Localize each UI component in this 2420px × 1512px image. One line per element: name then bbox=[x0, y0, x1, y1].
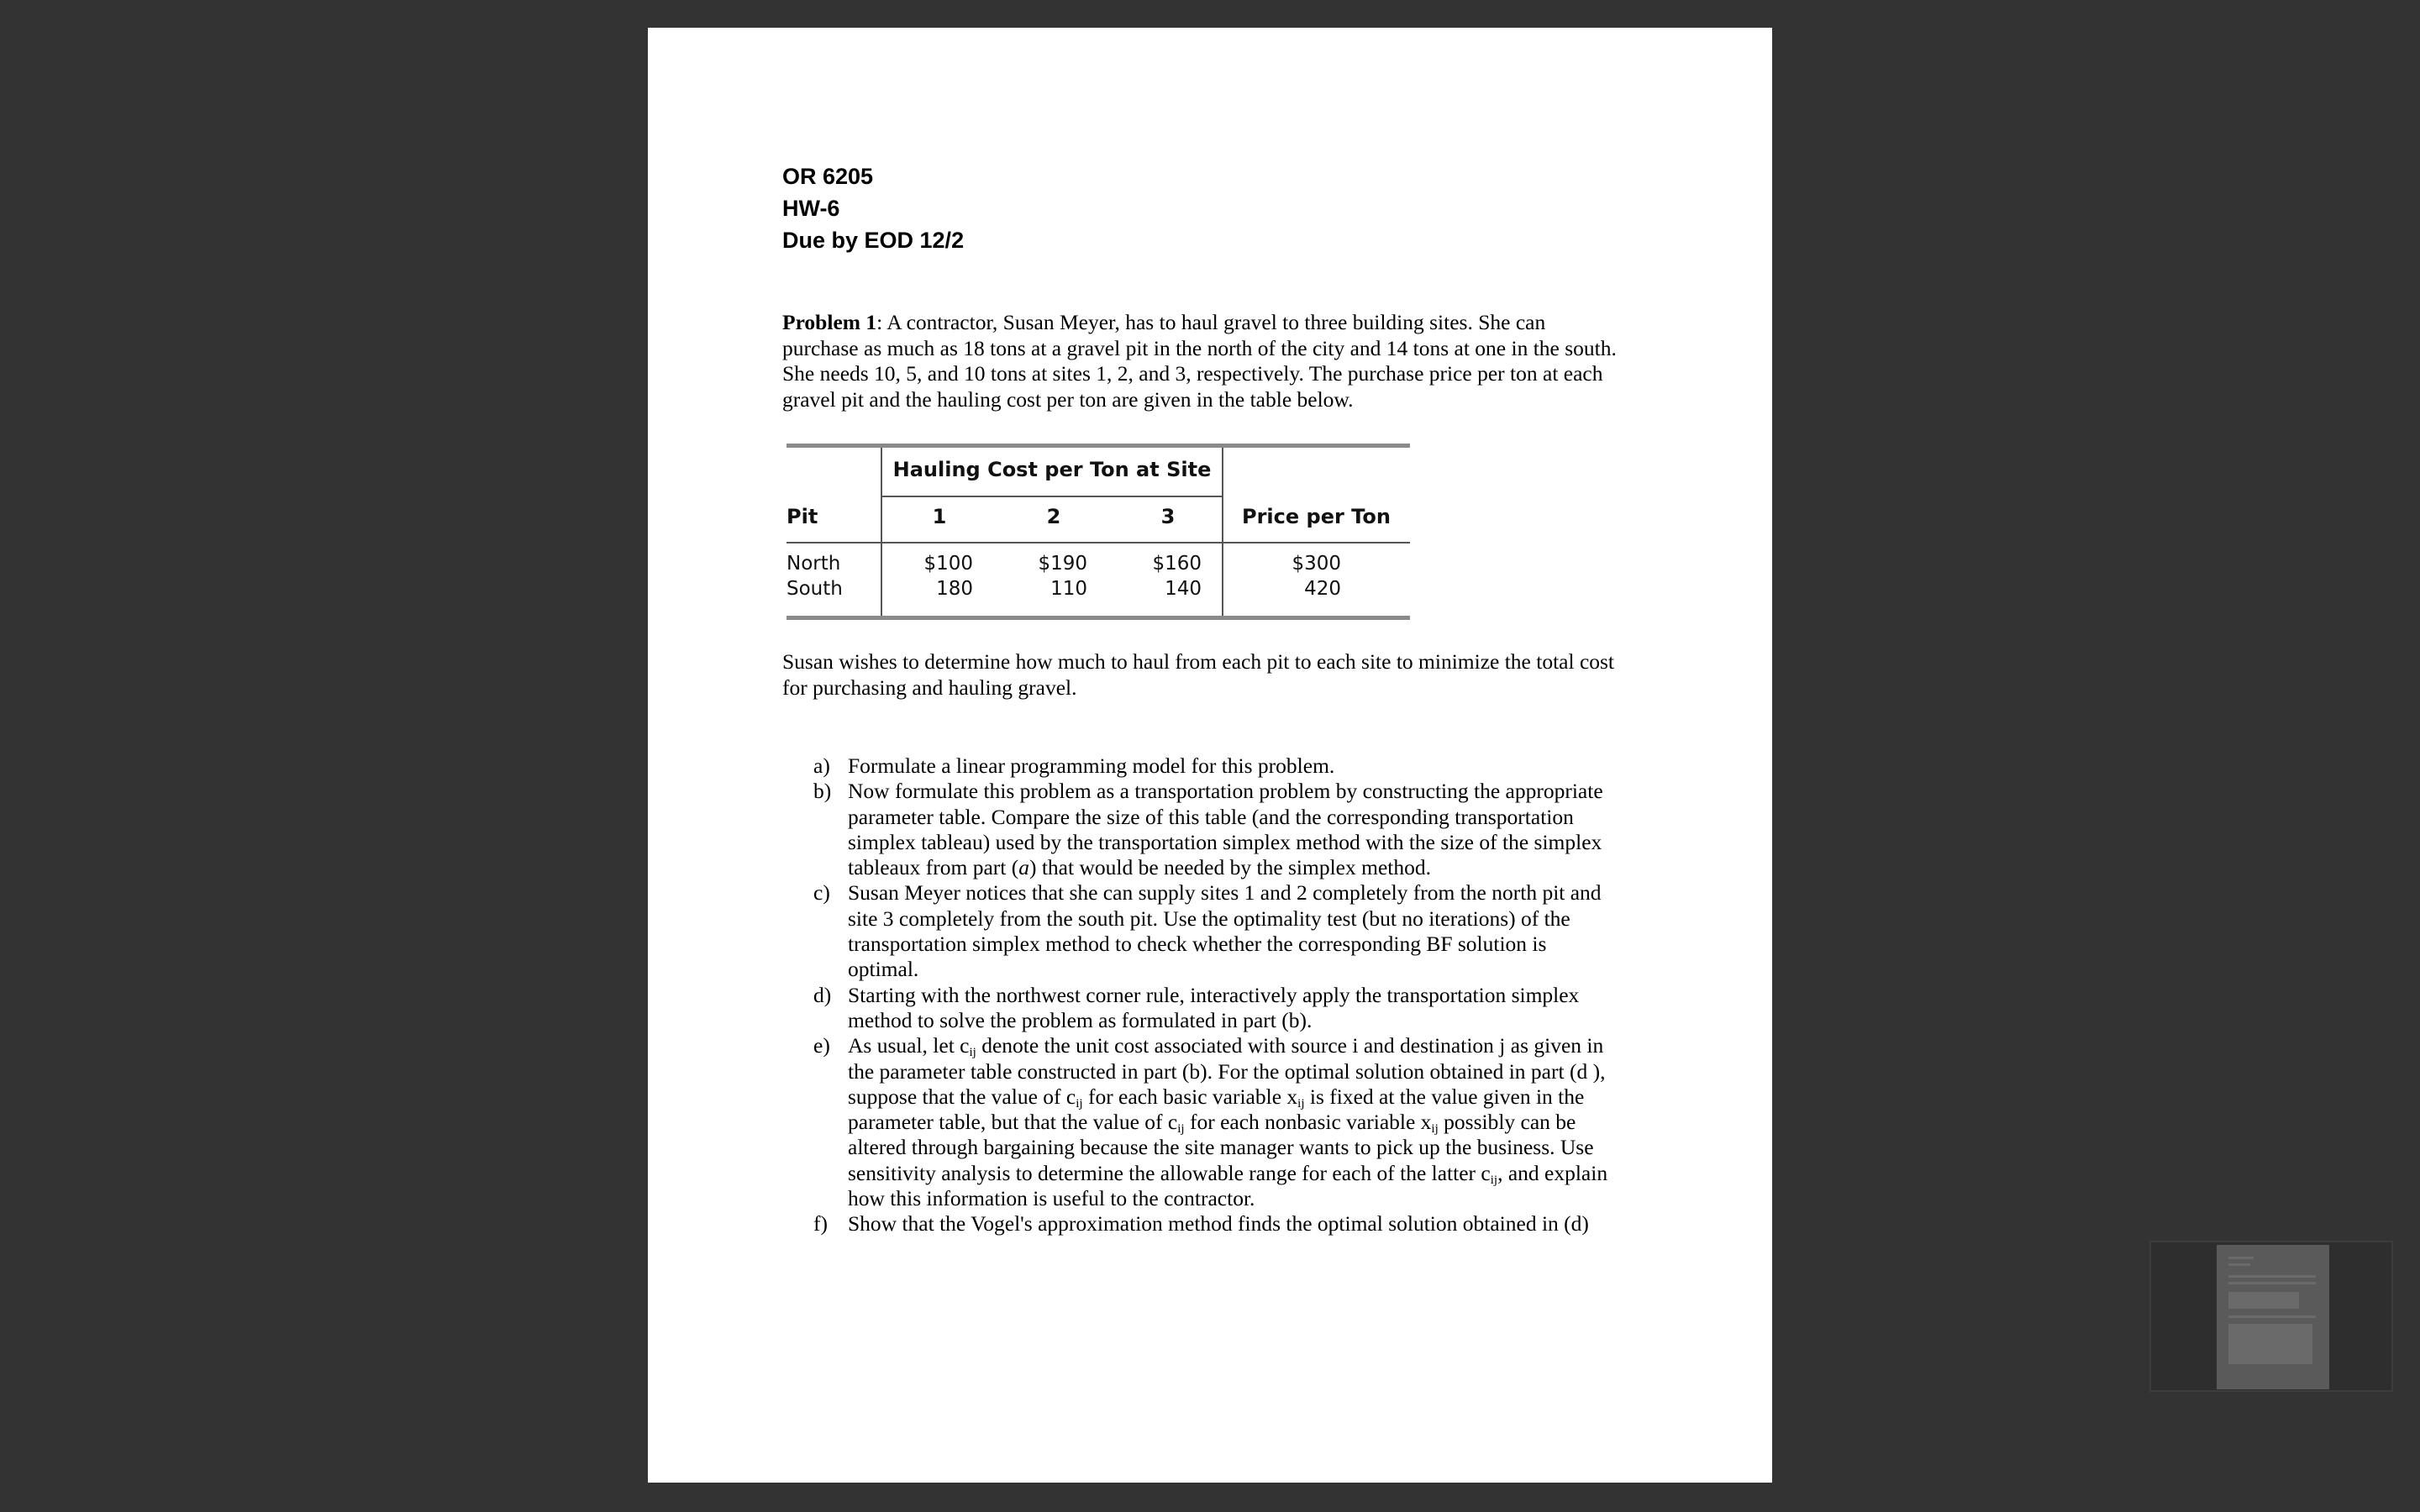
question-line: transportation simplex method to check whether the corresponding BF solution is bbox=[848, 932, 1547, 957]
question-line: Susan Meyer notices that she can supply sites 1 and 2 completely from the north pit and bbox=[848, 880, 1602, 906]
cost-cell: $160 bbox=[1152, 553, 1202, 575]
cost-cell: 110 bbox=[1050, 578, 1087, 600]
question-letter: e) bbox=[813, 1033, 830, 1058]
thumbnail-text-line bbox=[2228, 1315, 2316, 1318]
question-line: Formulate a linear programming model for this problem. bbox=[848, 753, 1335, 778]
question-line: As usual, let $c_{ij}$ denote the unit cost associated with source i and destination j as given in bbox=[848, 1033, 1604, 1060]
question-line: Show that the Vogel's approximation method finds the optimal solution obtained in (d) bbox=[848, 1211, 1589, 1236]
question-line: method to solve the problem as formulated in part (b). bbox=[848, 1007, 1313, 1032]
problem-label: Problem 1 bbox=[782, 310, 877, 334]
goal-line: Susan wishes to determine how much to haul from each pit to each site to minimize the total cost bbox=[782, 649, 1615, 674]
question-line: tableaux from part (a) that would be needed by the simplex method. bbox=[848, 855, 1431, 880]
site-3-header: 3 bbox=[1160, 505, 1176, 528]
thumbnail-table bbox=[2228, 1292, 2299, 1309]
question-item bbox=[813, 753, 1654, 779]
thumbnail-text-line bbox=[2228, 1275, 2316, 1278]
question-letter: d) bbox=[813, 982, 832, 1007]
hauling-cost-header: Hauling Cost per Ton at Site bbox=[892, 458, 1212, 481]
thumbnail-text-line bbox=[2228, 1257, 2254, 1259]
problem-intro-line: Problem 1: A contractor, Susan Meyer, has to haul gravel to three building sites. She can bbox=[782, 310, 1546, 334]
assignment-title: HW-6 bbox=[782, 196, 840, 221]
thumbnail-text-block bbox=[2228, 1324, 2312, 1364]
document-page[interactable] bbox=[648, 28, 1772, 1483]
question-item bbox=[813, 779, 1654, 880]
price-header: Price per Ton bbox=[1242, 505, 1391, 528]
problem-intro-line: purchase as much as 18 tons at a gravel pit in the north of the city and 14 tons at one in the south. bbox=[782, 335, 1617, 360]
thumbnail-text-line bbox=[2228, 1263, 2250, 1266]
problem-intro-line: She needs 10, 5, and 10 tons at sites 1, 2, and 3, respectively. The purchase price per ton at each bbox=[782, 361, 1603, 386]
question-line: site 3 completely from the south pit. Use the optimality test (but no iterations) of the bbox=[848, 906, 1570, 931]
question-letter: f) bbox=[813, 1211, 828, 1236]
site-1-header: 1 bbox=[932, 505, 947, 528]
pit-name: South bbox=[786, 578, 843, 600]
cost-cell: 140 bbox=[1165, 578, 1202, 600]
due-date: Due by EOD 12/2 bbox=[782, 228, 965, 253]
question-line: sensitivity analysis to determine the allowable range for each of the latter $c_{ij}$, and explain bbox=[848, 1160, 1608, 1187]
question-letter: b) bbox=[813, 779, 832, 804]
cost-cell: 180 bbox=[936, 578, 973, 600]
question-line: the parameter table constructed in part (b). For the optimal solution obtained in part (d ), bbox=[848, 1058, 1606, 1084]
cost-table bbox=[786, 444, 1410, 620]
site-2-header: 2 bbox=[1046, 505, 1061, 528]
question-line: parameter table, but that the value of $c_{ij}$ for each nonbasic variable $x_{ij}$ possibly can be bbox=[848, 1110, 1576, 1137]
price-cell: $300 bbox=[1292, 553, 1341, 575]
page-navigator[interactable] bbox=[2149, 1241, 2393, 1392]
question-line: Now formulate this problem as a transportation problem by constructing the appropriate bbox=[848, 779, 1603, 804]
price-cell: 420 bbox=[1304, 578, 1341, 600]
question-list bbox=[813, 753, 1654, 1237]
group-header-rule bbox=[881, 496, 1223, 497]
question-item bbox=[813, 983, 1654, 1034]
question-line: optimal. bbox=[848, 957, 919, 982]
question-line: parameter table. Compare the size of this table (and the corresponding transportation bbox=[848, 804, 1574, 829]
table-divider-right bbox=[1222, 448, 1223, 616]
question-item bbox=[813, 1211, 1654, 1236]
question-line: how this information is useful to the contractor. bbox=[848, 1186, 1255, 1211]
pit-name: North bbox=[786, 553, 841, 575]
question-line: Starting with the northwest corner rule, interactively apply the transportation simplex bbox=[848, 982, 1580, 1007]
question-line: suppose that the value of $c_{ij}$ for each basic variable $x_{ij}$ is fixed at the value given in the bbox=[848, 1084, 1585, 1110]
problem-intro-line: gravel pit and the hauling cost per ton are given in the table below. bbox=[782, 386, 1354, 412]
problem-goal bbox=[782, 649, 1648, 701]
table-bottom-rule bbox=[786, 616, 1410, 620]
question-line: simplex tableau) used by the transportation simplex method with the size of the simplex bbox=[848, 829, 1602, 854]
question-letter: c) bbox=[813, 880, 830, 906]
goal-line: for purchasing and hauling gravel. bbox=[782, 675, 1077, 700]
question-line: altered through bargaining because the site manager wants to pick up the business. Use bbox=[848, 1135, 1594, 1160]
cost-cell: $100 bbox=[923, 553, 973, 575]
course-code: OR 6205 bbox=[782, 164, 874, 189]
cost-cell: $190 bbox=[1038, 553, 1087, 575]
question-item bbox=[813, 880, 1654, 982]
problem-intro bbox=[782, 310, 1648, 412]
pit-header: Pit bbox=[786, 505, 818, 528]
question-letter: a) bbox=[813, 753, 830, 778]
question-item bbox=[813, 1033, 1654, 1211]
page-thumbnail[interactable] bbox=[2217, 1245, 2329, 1389]
thumbnail-text-line bbox=[2228, 1282, 2316, 1284]
